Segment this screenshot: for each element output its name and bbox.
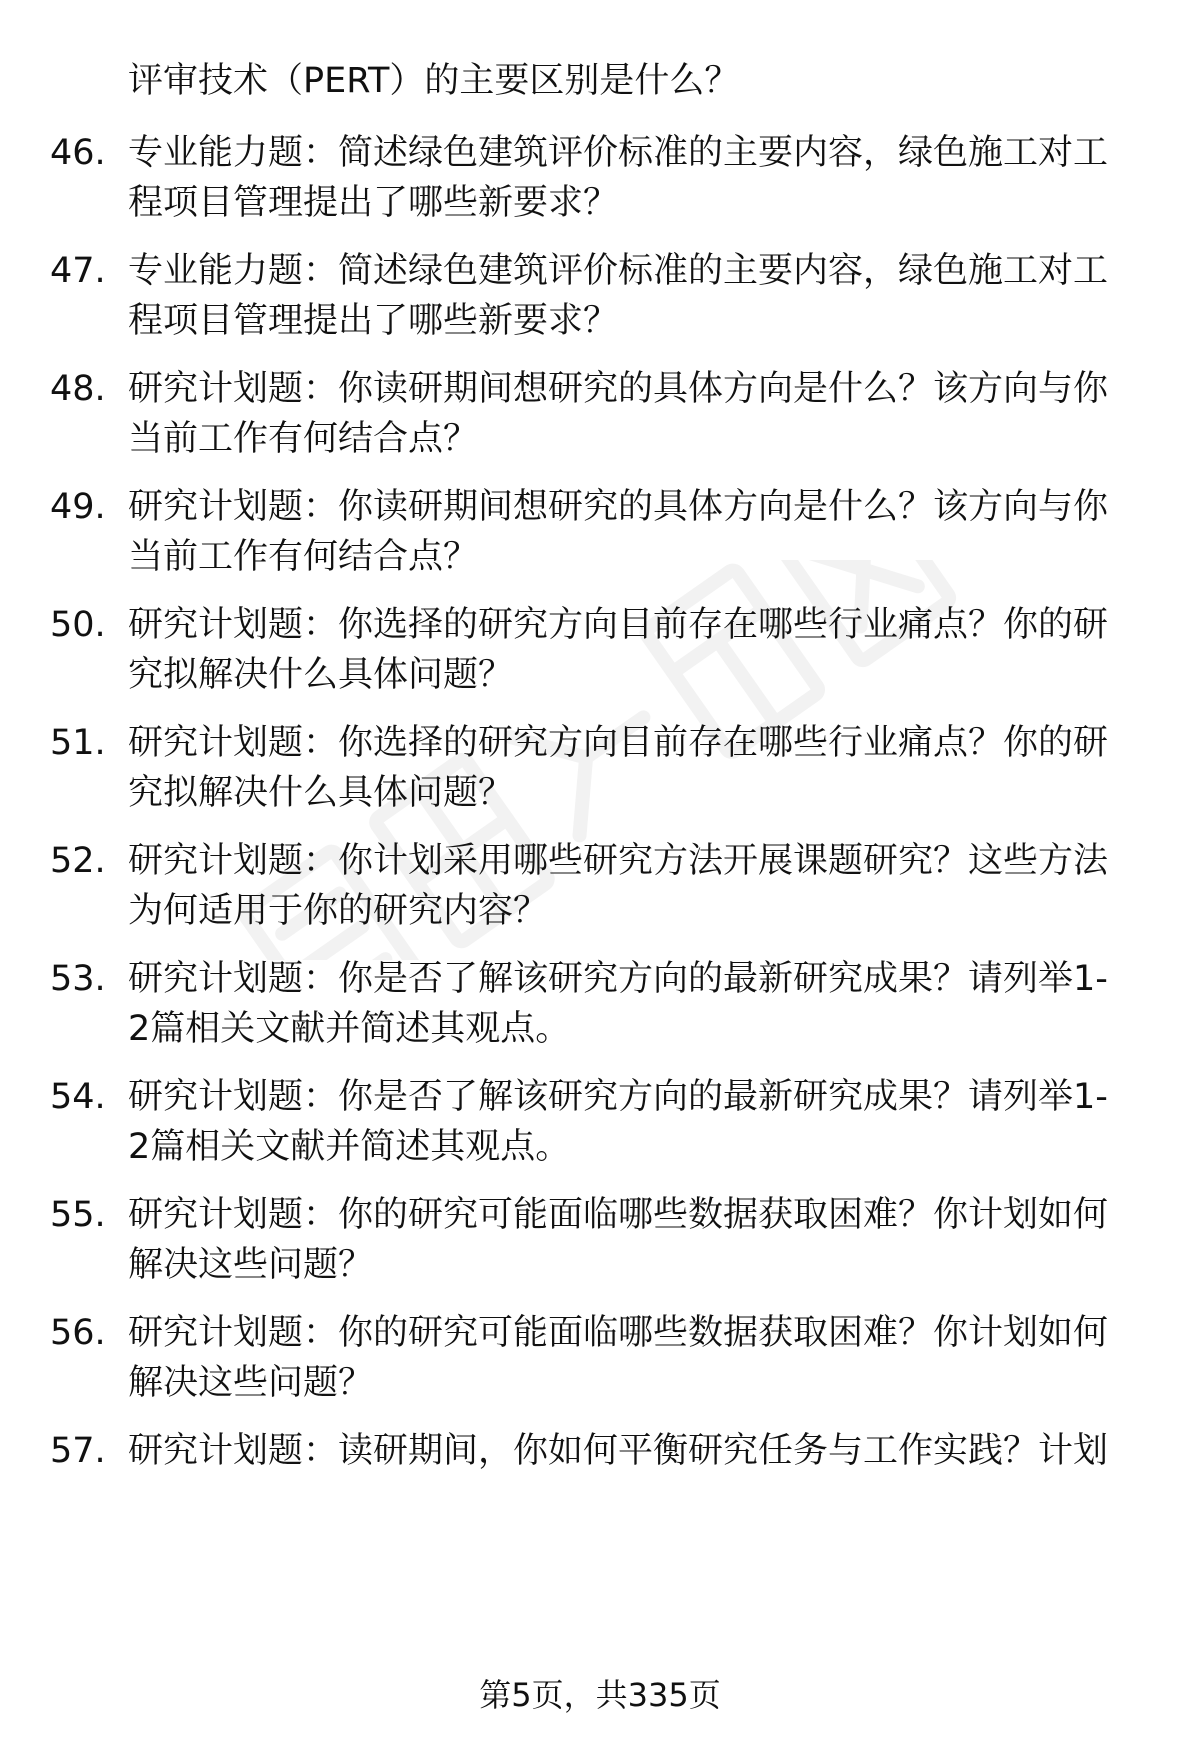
item-line: 程项目管理提出了哪些新要求？ bbox=[128, 183, 619, 223]
item-text bbox=[128, 954, 1140, 1054]
item-line: 专业能力题：简述绿色建筑评价标准的主要内容，绿色施工对工 bbox=[128, 251, 1109, 291]
item-number: 55. bbox=[50, 1195, 106, 1235]
item-number: 48. bbox=[50, 369, 106, 409]
item-line: 程项目管理提出了哪些新要求？ bbox=[128, 301, 619, 341]
item-number: 49. bbox=[50, 487, 106, 527]
item-text bbox=[128, 128, 1140, 228]
item-text bbox=[128, 836, 1140, 936]
item-text bbox=[128, 1190, 1140, 1290]
item-text bbox=[128, 246, 1140, 346]
item-line: 研究计划题：你是否了解该研究方向的最新研究成果？请列举1- bbox=[128, 1077, 1108, 1117]
item-line: 究拟解决什么具体问题？ bbox=[128, 773, 514, 813]
item-number: 57. bbox=[50, 1431, 106, 1471]
item-text bbox=[128, 482, 1140, 582]
item-number: 46. bbox=[50, 133, 106, 173]
item-text bbox=[128, 1426, 1140, 1476]
item-text bbox=[128, 600, 1140, 700]
item-line: 为何适用于你的研究内容？ bbox=[128, 891, 549, 931]
item-text bbox=[128, 364, 1140, 464]
item-line: 解决这些问题？ bbox=[128, 1245, 374, 1285]
item-text bbox=[128, 718, 1140, 818]
item-text bbox=[128, 1308, 1140, 1408]
page-footer: 第5页，共335页 bbox=[479, 1676, 721, 1714]
item-line: 2篇相关文献并简述其观点。 bbox=[128, 1127, 571, 1167]
item-line: 研究计划题：你的研究可能面临哪些数据获取困难？你计划如何 bbox=[128, 1195, 1109, 1235]
item-line: 究拟解决什么具体问题？ bbox=[128, 655, 514, 695]
item-text bbox=[128, 1072, 1140, 1172]
item-line: 研究计划题：你选择的研究方向目前存在哪些行业痛点？你的研 bbox=[128, 605, 1109, 645]
item-line: 研究计划题：你的研究可能面临哪些数据获取困难？你计划如何 bbox=[128, 1313, 1109, 1353]
item-line: 2篇相关文献并简述其观点。 bbox=[128, 1009, 571, 1049]
item-number: 47. bbox=[50, 251, 106, 291]
item-line: 研究计划题：读研期间，你如何平衡研究任务与工作实践？计划 bbox=[128, 1431, 1109, 1471]
item-line: 专业能力题：简述绿色建筑评价标准的主要内容，绿色施工对工 bbox=[128, 133, 1109, 173]
continuation-text: 评审技术（PERT）的主要区别是什么？ bbox=[128, 61, 740, 101]
item-number: 56. bbox=[50, 1313, 106, 1353]
item-number: 51. bbox=[50, 723, 106, 763]
item-line: 当前工作有何结合点？ bbox=[128, 537, 479, 577]
item-line: 研究计划题：你是否了解该研究方向的最新研究成果？请列举1- bbox=[128, 959, 1108, 999]
item-number: 53. bbox=[50, 959, 106, 999]
item-line: 当前工作有何结合点？ bbox=[128, 419, 479, 459]
item-number: 52. bbox=[50, 841, 106, 881]
item-line: 研究计划题：你读研期间想研究的具体方向是什么？该方向与你 bbox=[128, 487, 1109, 527]
item-line: 研究计划题：你计划采用哪些研究方法开展课题研究？这些方法 bbox=[128, 841, 1109, 881]
item-line: 研究计划题：你读研期间想研究的具体方向是什么？该方向与你 bbox=[128, 369, 1109, 409]
item-number: 50. bbox=[50, 605, 106, 645]
item-number: 54. bbox=[50, 1077, 106, 1117]
item-line: 研究计划题：你选择的研究方向目前存在哪些行业痛点？你的研 bbox=[128, 723, 1109, 763]
item-line: 解决这些问题？ bbox=[128, 1363, 374, 1403]
